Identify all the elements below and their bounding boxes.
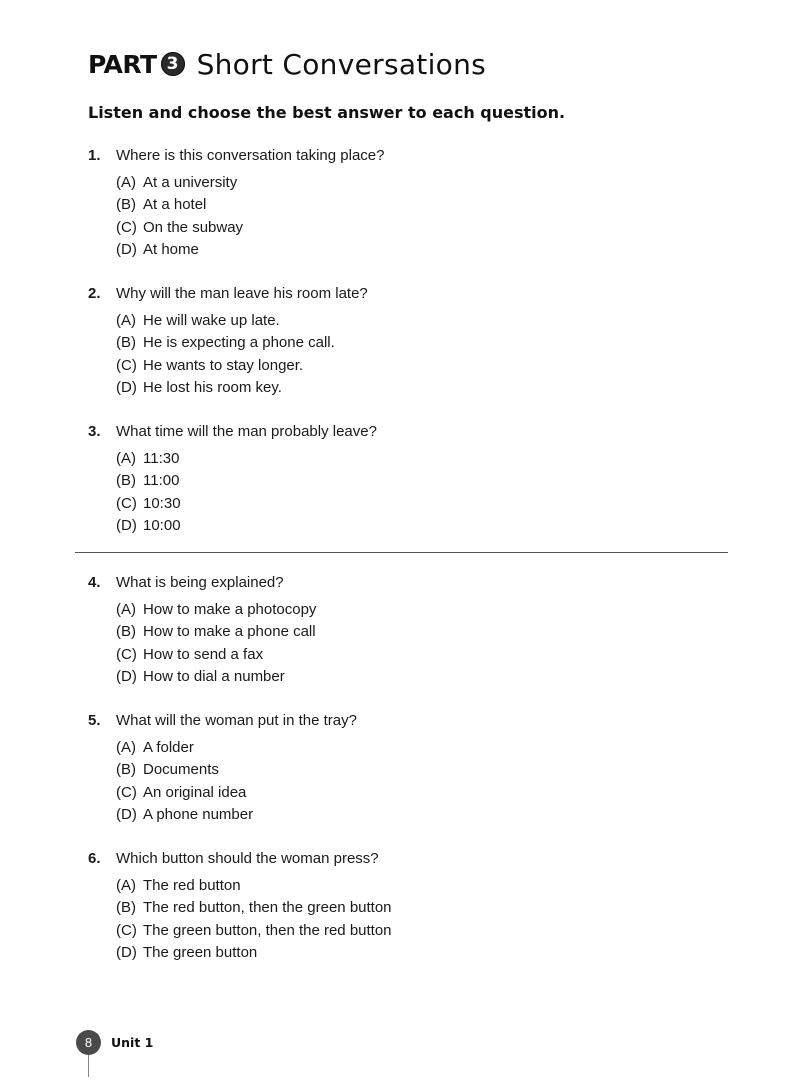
option-text: At home	[143, 240, 199, 258]
question-number: 3.	[88, 423, 101, 440]
option-a[interactable]	[116, 448, 377, 470]
answer-options	[116, 875, 392, 964]
page-number: 8	[84, 1035, 93, 1050]
option-c[interactable]	[116, 920, 392, 942]
section-divider	[75, 552, 728, 553]
page-title: Short Conversations	[196, 47, 487, 81]
option-d[interactable]	[116, 666, 316, 688]
option-text: At a university	[143, 174, 238, 191]
part-label: PART	[88, 49, 157, 79]
option-letter: (A)	[116, 312, 136, 329]
option-text: How to dial a number	[143, 667, 285, 685]
option-b[interactable]	[116, 470, 377, 492]
option-text: The red button, then the green button	[143, 899, 392, 917]
option-letter: (C)	[116, 218, 137, 236]
option-text: 10:00	[143, 516, 181, 534]
part-number-badge: 3	[161, 52, 185, 76]
option-a[interactable]	[116, 875, 392, 897]
option-letter: (D)	[116, 805, 137, 823]
option-d[interactable]	[116, 515, 377, 537]
option-letter: (B)	[116, 899, 136, 917]
option-text: 11:00	[143, 472, 180, 490]
option-text: A folder	[143, 739, 194, 756]
option-text: At a hotel	[143, 196, 207, 214]
option-c[interactable]	[116, 644, 316, 666]
option-letter: (B)	[116, 761, 136, 779]
option-letter: (A)	[116, 739, 136, 756]
option-letter: (A)	[116, 877, 136, 894]
option-text: 10:30	[143, 494, 181, 512]
option-a[interactable]	[116, 737, 357, 759]
option-letter: (C)	[116, 494, 137, 512]
option-text: He will wake up late.	[143, 312, 280, 329]
option-a[interactable]	[116, 172, 384, 194]
option-b[interactable]	[116, 897, 392, 919]
answer-options	[116, 310, 368, 399]
option-b[interactable]	[116, 759, 357, 781]
option-d[interactable]	[116, 239, 384, 261]
question-text: What is being explained?	[116, 574, 284, 591]
option-text: How to send a fax	[143, 645, 264, 663]
question-number: 4.	[88, 574, 101, 591]
option-letter: (D)	[116, 516, 137, 534]
option-letter: (D)	[116, 240, 137, 258]
option-letter: (A)	[116, 450, 136, 467]
option-letter: (D)	[116, 378, 137, 396]
option-letter: (A)	[116, 174, 136, 191]
option-text: The green button	[143, 943, 258, 961]
question-text: What time will the man probably leave?	[116, 423, 377, 440]
option-text: He wants to stay longer.	[143, 356, 304, 374]
option-text: The green button, then the red button	[143, 921, 392, 939]
question-text: Why will the man leave his room late?	[116, 285, 368, 302]
option-letter: (C)	[116, 645, 137, 663]
question-5	[88, 711, 357, 826]
instructions: Listen and choose the best answer to each question.	[88, 103, 566, 122]
question-stem	[88, 573, 316, 593]
question-stem	[88, 422, 377, 442]
option-b[interactable]	[116, 621, 316, 643]
option-letter: (D)	[116, 943, 137, 961]
unit-label: Unit 1	[111, 1035, 154, 1050]
question-number: 6.	[88, 850, 101, 867]
option-letter: (C)	[116, 783, 137, 801]
answer-options	[116, 599, 316, 688]
question-text: Where is this conversation taking place?	[116, 147, 385, 164]
option-text: On the subway	[143, 218, 244, 236]
option-b[interactable]	[116, 332, 368, 354]
option-letter: (B)	[116, 334, 136, 352]
question-1	[88, 146, 384, 261]
option-letter: (B)	[116, 196, 136, 214]
option-text: He is expecting a phone call.	[143, 334, 335, 352]
option-text: How to make a photocopy	[143, 601, 317, 618]
option-text: How to make a phone call	[143, 623, 316, 641]
page-number-badge	[76, 1030, 101, 1055]
answer-options	[116, 737, 357, 826]
answer-options	[116, 172, 384, 261]
question-number: 5.	[88, 712, 101, 729]
page-number-stem	[88, 1055, 89, 1077]
option-text: The red button	[143, 877, 241, 894]
option-d[interactable]	[116, 942, 392, 964]
option-c[interactable]	[116, 217, 384, 239]
question-text: Which button should the woman press?	[116, 850, 379, 867]
option-text: A phone number	[143, 805, 254, 823]
option-text: An original idea	[143, 783, 247, 801]
question-6	[88, 849, 392, 964]
question-stem	[88, 849, 392, 869]
option-letter: (A)	[116, 601, 136, 618]
question-text: What will the woman put in the tray?	[116, 712, 357, 729]
question-3	[88, 422, 377, 537]
page-footer	[76, 1030, 153, 1055]
question-stem	[88, 284, 368, 304]
option-letter: (C)	[116, 356, 137, 374]
option-letter: (B)	[116, 623, 136, 641]
option-b[interactable]	[116, 194, 384, 216]
option-letter: (B)	[116, 472, 136, 490]
option-text: Documents	[143, 761, 219, 779]
option-text: He lost his room key.	[143, 378, 282, 396]
option-c[interactable]	[116, 355, 368, 377]
question-4	[88, 573, 316, 688]
option-c[interactable]	[116, 493, 377, 515]
option-c[interactable]	[116, 782, 357, 804]
option-text: 11:30	[143, 450, 180, 467]
question-2	[88, 284, 368, 399]
option-d[interactable]	[116, 804, 357, 826]
question-stem	[88, 711, 357, 731]
option-letter: (D)	[116, 667, 137, 685]
option-letter: (C)	[116, 921, 137, 939]
question-number: 1.	[88, 147, 101, 164]
page-header	[88, 44, 486, 84]
question-stem	[88, 146, 384, 166]
question-number: 2.	[88, 285, 101, 302]
answer-options	[116, 448, 377, 537]
option-a[interactable]	[116, 310, 368, 332]
option-a[interactable]	[116, 599, 316, 621]
option-d[interactable]	[116, 377, 368, 399]
